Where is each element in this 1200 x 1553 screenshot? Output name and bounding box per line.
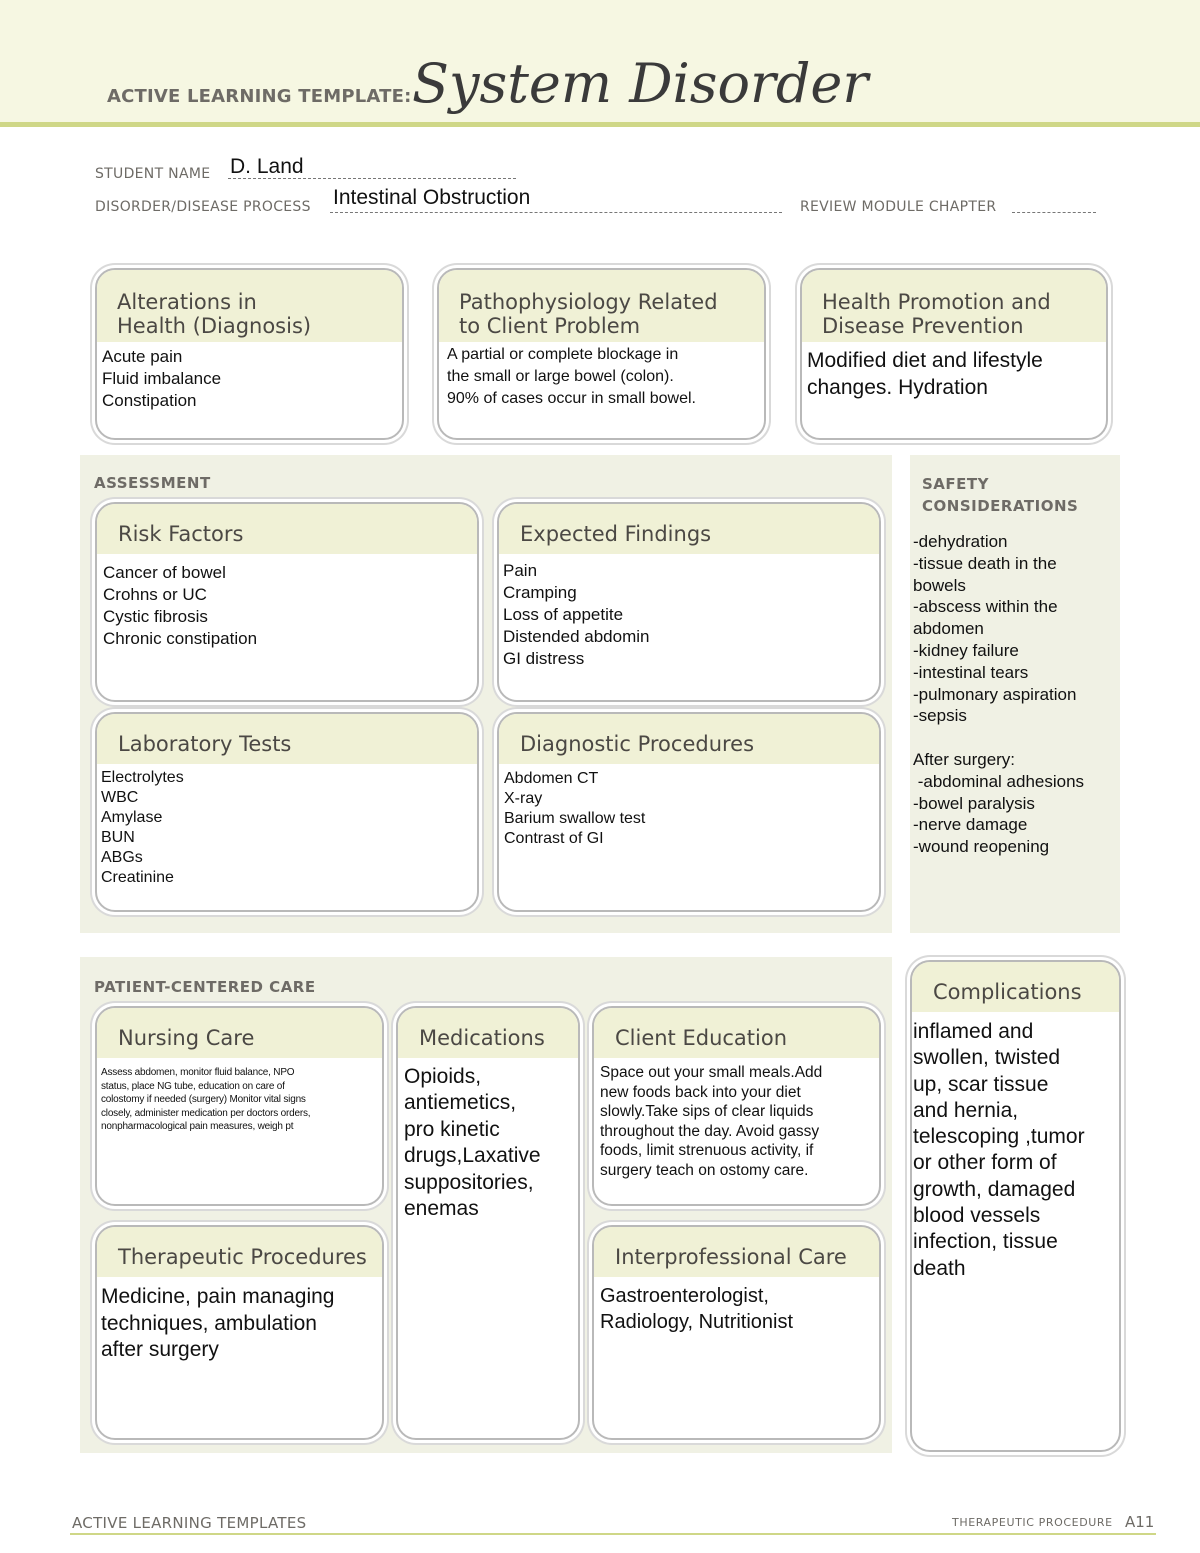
assessment-label: ASSESSMENT: [94, 474, 211, 492]
nursing-care-body[interactable]: [97, 1058, 382, 1134]
safety-line: -nerve damage: [913, 815, 1028, 835]
therapeutic-line: techniques, ambulation: [101, 1311, 317, 1335]
risk-factor-line: Crohns or UC: [103, 585, 207, 604]
review-module-label: REVIEW MODULE CHAPTER: [800, 199, 997, 215]
laboratory-tests-card: [95, 712, 479, 912]
expected-finding-line: Cramping: [503, 583, 577, 602]
expected-finding-line: Distended abdomin: [503, 627, 650, 646]
lab-test-line: Electrolytes: [101, 769, 184, 786]
diagnostic-procedures-title: Diagnostic Procedures: [499, 714, 879, 764]
expected-finding-line: GI distress: [503, 649, 585, 668]
safety-line: After surgery:: [913, 749, 1016, 769]
expected-finding-line: Pain: [503, 561, 538, 580]
complication-line: up, scar tissue: [913, 1072, 1049, 1096]
safety-line: -tissue death in the: [913, 553, 1057, 573]
interprofessional-line: Radiology, Nutritionist: [600, 1311, 794, 1333]
client-education-line: Space out your small meals.Add: [600, 1064, 823, 1081]
lab-test-line: Creatinine: [101, 869, 174, 886]
medication-line: drugs,Laxative: [404, 1144, 541, 1168]
diagnostic-line: Contrast of GI: [504, 830, 604, 847]
expected-findings-body[interactable]: [499, 554, 879, 670]
health-promotion-title: Health Promotion and Disease Prevention: [802, 270, 1106, 342]
diagnostic-line: X-ray: [504, 790, 543, 807]
safety-line: -wound reopening: [913, 837, 1050, 857]
nursing-care-line: status, place NG tube, education on care of: [101, 1080, 285, 1092]
diagnostic-line: Barium swallow test: [504, 810, 646, 827]
medications-title: Medications: [398, 1008, 578, 1058]
complication-line: swollen, twisted: [913, 1046, 1061, 1070]
safety-line: -pulmonary aspiration: [913, 684, 1077, 704]
safety-line: -kidney failure: [913, 640, 1019, 660]
complication-line: or other form of: [913, 1151, 1057, 1175]
disorder-value[interactable]: Intestinal Obstruction: [333, 186, 531, 209]
client-education-body[interactable]: [594, 1058, 879, 1180]
safety-line: -intestinal tears: [913, 662, 1029, 682]
disorder-label: DISORDER/DISEASE PROCESS: [95, 199, 311, 215]
alterations-line: Constipation: [102, 391, 197, 410]
medication-line: Opioids,: [404, 1065, 482, 1088]
safety-line: bowels: [913, 575, 966, 595]
safety-label: SAFETY CONSIDERATIONS: [922, 475, 1079, 515]
client-education-line: new foods back into your diet: [600, 1083, 801, 1101]
safety-line: -abscess within the: [913, 597, 1058, 617]
laboratory-tests-body[interactable]: [97, 764, 477, 888]
interprofessional-care-card: [592, 1225, 881, 1440]
pathophysiology-card: [437, 268, 766, 440]
risk-factors-body[interactable]: [97, 554, 477, 650]
interprofessional-care-title: Interprofessional Care: [594, 1227, 879, 1277]
risk-factor-line: Cystic fibrosis: [103, 607, 208, 626]
complications-title: Complications: [912, 962, 1119, 1012]
page-title: System Disorder: [412, 52, 869, 115]
client-education-line: slowly.Take sips of clear liquids: [600, 1103, 814, 1120]
medications-card: [396, 1006, 580, 1440]
therapeutic-line: after surgery: [101, 1338, 219, 1361]
expected-findings-card: [497, 502, 881, 702]
interprofessional-care-body[interactable]: [594, 1277, 879, 1335]
nursing-care-title: Nursing Care: [97, 1008, 382, 1058]
alterations-body[interactable]: [97, 342, 402, 412]
medication-line: enemas: [404, 1197, 479, 1221]
pathophysiology-line: A partial or complete blockage in: [447, 346, 679, 363]
laboratory-tests-title: Laboratory Tests: [97, 714, 477, 764]
health-promotion-card: [800, 268, 1108, 440]
expected-findings-title: Expected Findings: [499, 504, 879, 554]
health-promotion-line: changes. Hydration: [807, 376, 988, 399]
alterations-line: Acute pain: [102, 347, 183, 366]
therapeutic-procedures-title: Therapeutic Procedures: [97, 1227, 382, 1277]
risk-factors-title: Risk Factors: [97, 504, 477, 554]
nursing-care-line: closely, administer medication per doctors orders,: [101, 1107, 311, 1119]
risk-factors-card: [95, 502, 479, 702]
complication-line: death: [913, 1256, 966, 1280]
complication-line: telescoping ,tumor: [913, 1125, 1085, 1149]
footer-rule: [70, 1533, 1156, 1535]
lab-test-line: Amylase: [101, 809, 163, 826]
review-module-line[interactable]: [1012, 212, 1096, 213]
alterations-card: [95, 268, 404, 440]
disorder-line: [330, 212, 782, 213]
pathophysiology-line: 90% of cases occur in small bowel.: [447, 390, 696, 407]
diagnostic-line: Abdomen CT: [504, 770, 599, 787]
page-number: A11: [1125, 1513, 1155, 1531]
safety-body[interactable]: [913, 531, 1084, 858]
complication-line: growth, damaged: [913, 1177, 1076, 1201]
nursing-care-card: [95, 1006, 384, 1206]
footer-left-label: ACTIVE LEARNING TEMPLATES: [72, 1514, 307, 1532]
nursing-care-line: nonpharmacological pain measures, weigh pt: [101, 1121, 294, 1132]
medication-line: antiemetics,: [404, 1091, 517, 1115]
medication-line: suppositories,: [404, 1170, 534, 1194]
footer-right-label: THERAPEUTIC PROCEDURE: [952, 1516, 1113, 1529]
client-education-line: foods, limit strenuous activity, if: [600, 1142, 814, 1159]
diagnostic-procedures-card: [497, 712, 881, 912]
medication-line: pro kinetic: [404, 1117, 500, 1141]
patient-care-label: PATIENT-CENTERED CARE: [94, 978, 316, 996]
student-name-value[interactable]: D. Land: [230, 155, 304, 178]
complications-card: [910, 960, 1121, 1452]
header-rule: [0, 122, 1200, 127]
expected-finding-line: Loss of appetite: [503, 605, 624, 624]
pathophysiology-title: Pathophysiology Related to Client Problem: [439, 270, 764, 342]
pathophysiology-line: the small or large bowel (colon).: [447, 368, 674, 385]
complication-line: and hernia,: [913, 1098, 1019, 1122]
interprofessional-line: Gastroenterologist,: [600, 1285, 769, 1307]
health-promotion-line: Modified diet and lifestyle: [807, 349, 1043, 372]
safety-line: -bowel paralysis: [913, 793, 1035, 813]
client-education-title: Client Education: [594, 1008, 879, 1058]
health-promotion-body[interactable]: [802, 342, 1106, 401]
alterations-title: Alterations in Health (Diagnosis): [97, 270, 402, 342]
safety-line: abdomen: [913, 619, 984, 639]
template-label: ACTIVE LEARNING TEMPLATE:: [107, 86, 412, 107]
alterations-line: Fluid imbalance: [102, 369, 222, 388]
therapeutic-procedures-body[interactable]: [97, 1277, 382, 1364]
pathophysiology-body[interactable]: [439, 342, 764, 410]
risk-factor-line: Chronic constipation: [103, 629, 258, 648]
safety-line: [913, 727, 1084, 749]
complication-line: inflamed and: [913, 1020, 1034, 1043]
therapeutic-line: Medicine, pain managing: [101, 1285, 335, 1308]
client-education-line: surgery teach on ostomy care.: [600, 1161, 809, 1179]
student-name-label: STUDENT NAME: [95, 166, 211, 182]
risk-factor-line: Cancer of bowel: [103, 563, 226, 582]
lab-test-line: WBC: [101, 789, 139, 806]
safety-line: -abdominal adhesions: [913, 771, 1085, 791]
client-education-card: [592, 1006, 881, 1206]
complication-line: infection, tissue: [913, 1230, 1058, 1254]
client-education-line: throughout the day. Avoid gassy: [600, 1122, 820, 1140]
complications-body[interactable]: [912, 1012, 1119, 1282]
therapeutic-procedures-card: [95, 1225, 384, 1440]
safety-line: -sepsis: [913, 706, 967, 726]
safety-line: -dehydration: [913, 532, 1008, 551]
medications-body[interactable]: [398, 1058, 578, 1222]
nursing-care-line: colostomy if needed (surgery) Monitor vital signs: [101, 1094, 306, 1105]
lab-test-line: BUN: [101, 829, 135, 846]
diagnostic-procedures-body[interactable]: [499, 764, 879, 849]
nursing-care-line: Assess abdomen, monitor fluid balance, NPO: [101, 1067, 295, 1078]
complication-line: blood vessels: [913, 1204, 1041, 1228]
lab-test-line: ABGs: [101, 849, 143, 866]
